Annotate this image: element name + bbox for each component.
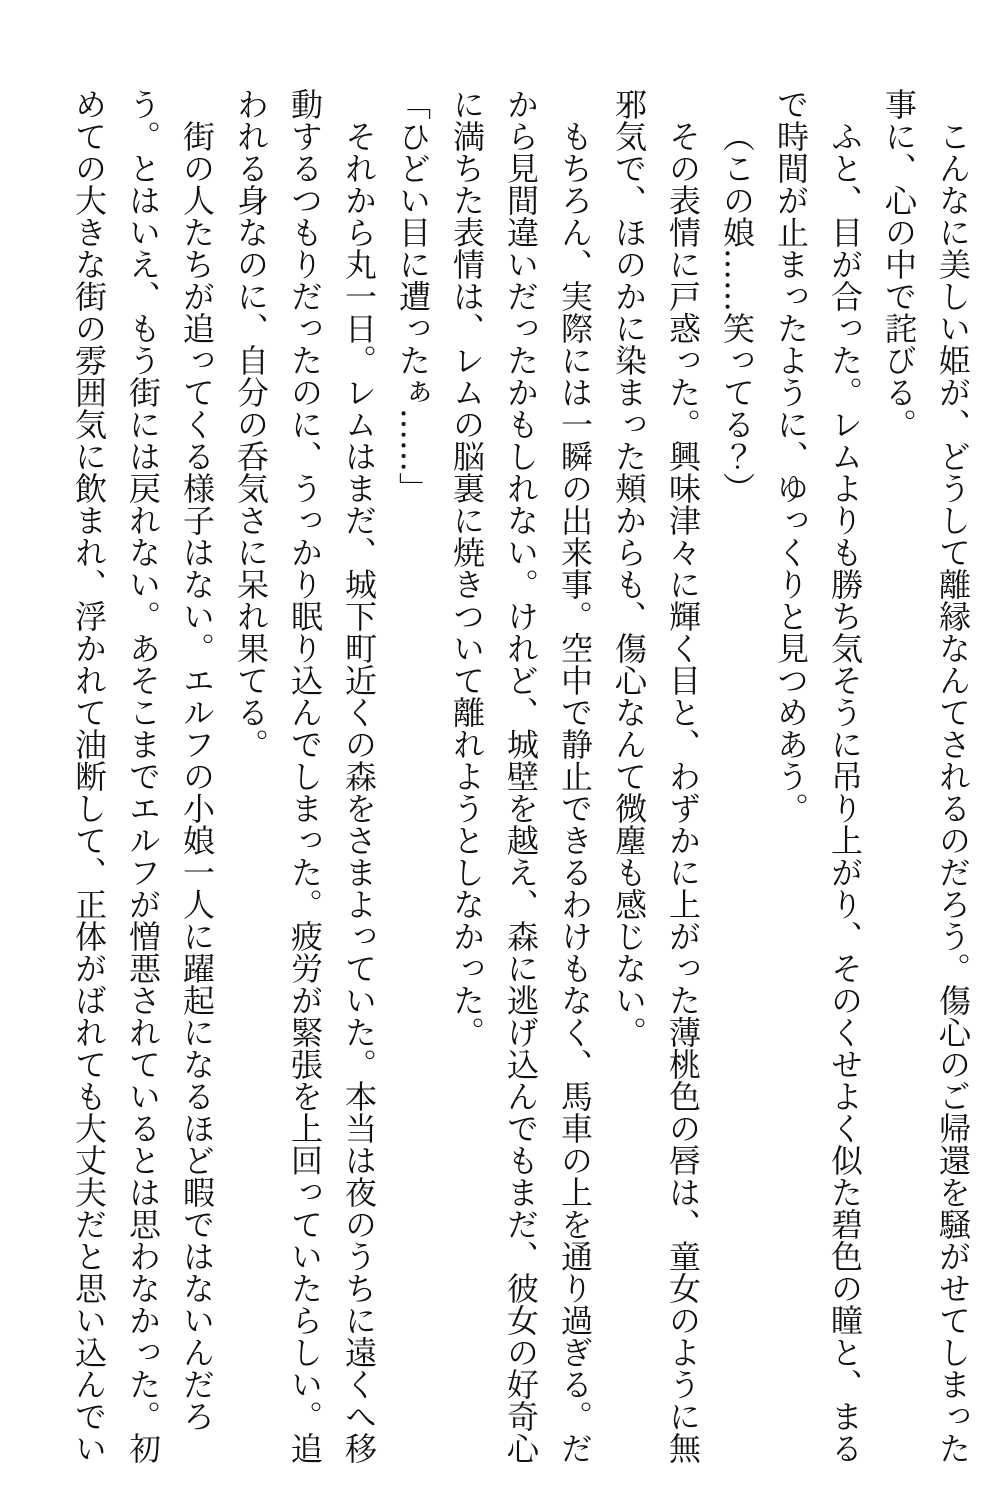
paragraph: こんなに美しい姫が、どうして離縁なんてされるのだろう。傷心のご帰還を騒がせてしまった事に、心の中で詫びる。 [880,88,972,1464]
paragraph: それから丸一日。レムはまだ、城下町近くの森をさまよっていた。本当は夜のうちに遠くへ移動するつもりだったのに、うっかり眠り込んでしまった。疲労が緊張を上回っていたらしい。追われる身なのに、自分の呑気さに呆れ果てる。 [232,88,378,1464]
paragraph: ふと、目が合った。レムよりも勝ち気そうに吊り上がり、そのくせよく似た碧色の瞳と、まるで時間が止まったように、ゆっくりと見つめあう。 [772,88,864,1464]
text-block [62,88,980,1464]
paragraph: 「ひどい目に遭ったぁ……」 [394,88,432,504]
paragraph: 街の人たちが追ってくる様子はない。エルフの小娘一人に躍起になるほど暇ではないんだろう。とはいえ、もう街には戻れない。あそこまでエルフが憎悪されているとは思わなかった。初めての大きな街の雰囲気に飲まれ、浮かれて油断して、正体がばれても大丈夫だと思い込んでい [70,88,216,1464]
paragraph: もちろん、実際には一瞬の出来事。空中で静止できるわけもなく、馬車の上を通り過ぎる。だから見間違いだったかもしれない。けれど、城壁を越え、森に逃げ込んでもまだ、彼女の好奇心に満ちた表情は、レムの脳裏に焼きついて離れようとしなかった。 [448,88,594,1464]
paragraph: その表情に戸惑った。興味津々に輝く目と、わずかに上がった薄桃色の唇は、童女のように無邪気で、ほのかに染まった頬からも、傷心なんて微塵も感じない。 [610,88,702,1464]
paragraph: （この娘……笑ってる？） [718,120,756,504]
